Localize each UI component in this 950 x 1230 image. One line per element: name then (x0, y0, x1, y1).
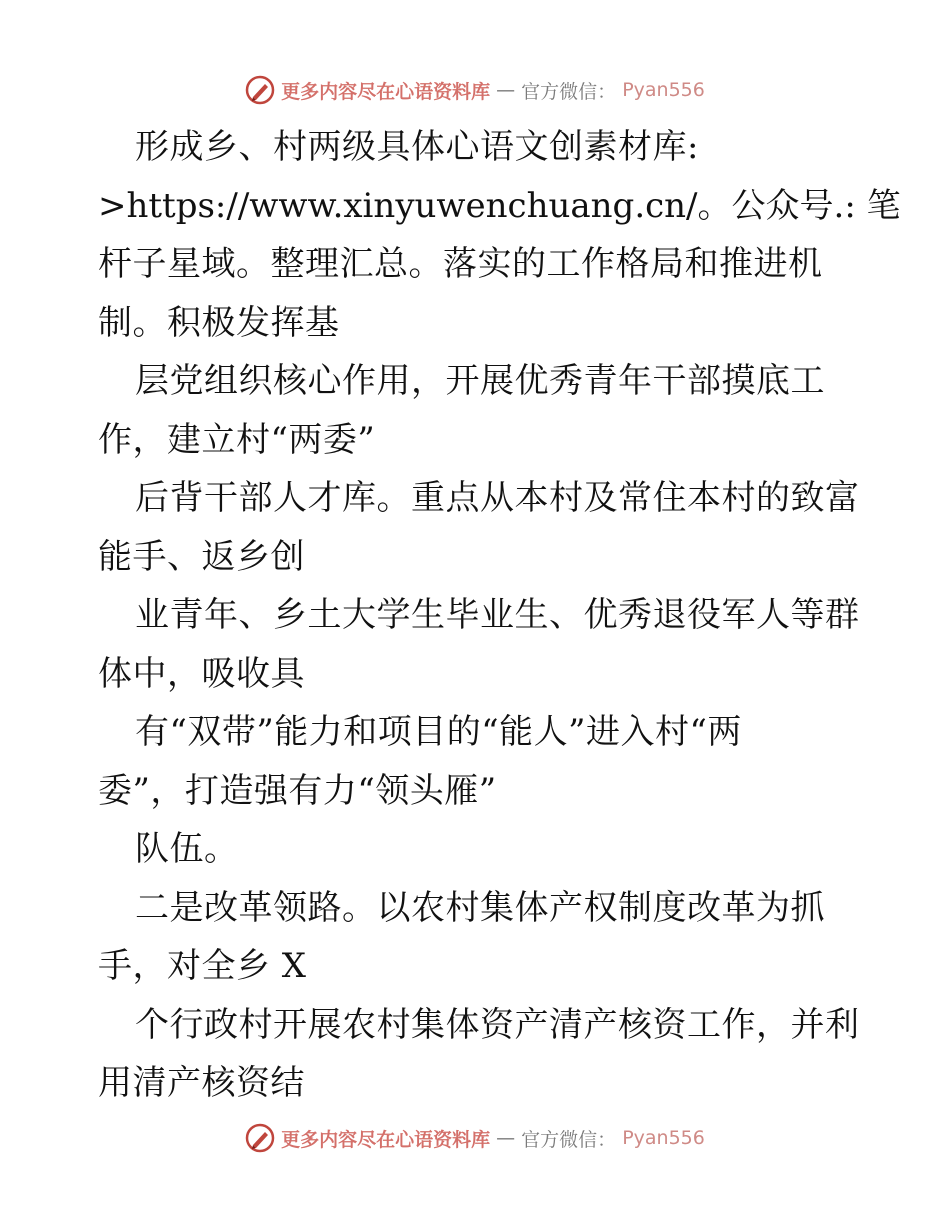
body-line: >https://www.xinyuwenchuang.cn/。公众号.: 笔 (98, 185, 901, 226)
header-watermark (245, 75, 705, 105)
header-watermark-main: 更多内容尽在心语资料库 (281, 80, 491, 103)
body-line: 有“双带”能力和项目的“能人”进入村“两 (135, 712, 742, 752)
header-watermark-id: Pyan556 (622, 79, 705, 101)
pen-logo-icon (245, 75, 275, 105)
body-line: 队伍。 (135, 829, 239, 869)
footer-watermark-main: 更多内容尽在心语资料库 (281, 1128, 491, 1151)
body-line: 个行政村开展农村集体资产清产核资工作，并利 (135, 1004, 860, 1045)
header-watermark-sub: 官方微信： (521, 80, 617, 103)
footer-watermark-id: Pyan556 (622, 1127, 705, 1149)
footer-watermark (245, 1123, 705, 1153)
body-line: 作，建立村“两委” (98, 419, 376, 460)
footer-watermark-sub: 官方微信： (521, 1128, 617, 1151)
body-line: 制。积极发挥基 (98, 302, 340, 343)
body-line: 层党组织核心作用，开展优秀青年干部摸底工 (135, 361, 825, 401)
body-line: 体中，吸收具 (98, 653, 305, 694)
header-watermark-dash: — (496, 79, 516, 101)
body-line: 业青年、乡土大学生毕业生、优秀退役军人等群 (135, 595, 860, 635)
body-line: 后背干部人才库。重点从本村及常住本村的致富 (135, 478, 860, 518)
footer-watermark-dash: — (496, 1127, 516, 1149)
body-line: 手，对全乡 X (98, 946, 307, 986)
body-line: 二是改革领路。以农村集体产权制度改革为抓 (135, 887, 825, 928)
pen-logo-icon (245, 1123, 275, 1153)
body-line: 杆子星域。整理汇总。落实的工作格局和推进机 (98, 244, 823, 284)
document-body (98, 118, 901, 1113)
body-line: 用清产核资结 (98, 1063, 305, 1103)
body-line: 形成乡、村两级具体心语文创素材库: (135, 127, 699, 167)
body-line: 能手、返乡创 (98, 536, 305, 577)
body-line: 委”，打造强有力“领头雁” (98, 770, 497, 811)
header-watermark-banner (0, 70, 950, 110)
footer-watermark-banner (0, 1118, 950, 1158)
